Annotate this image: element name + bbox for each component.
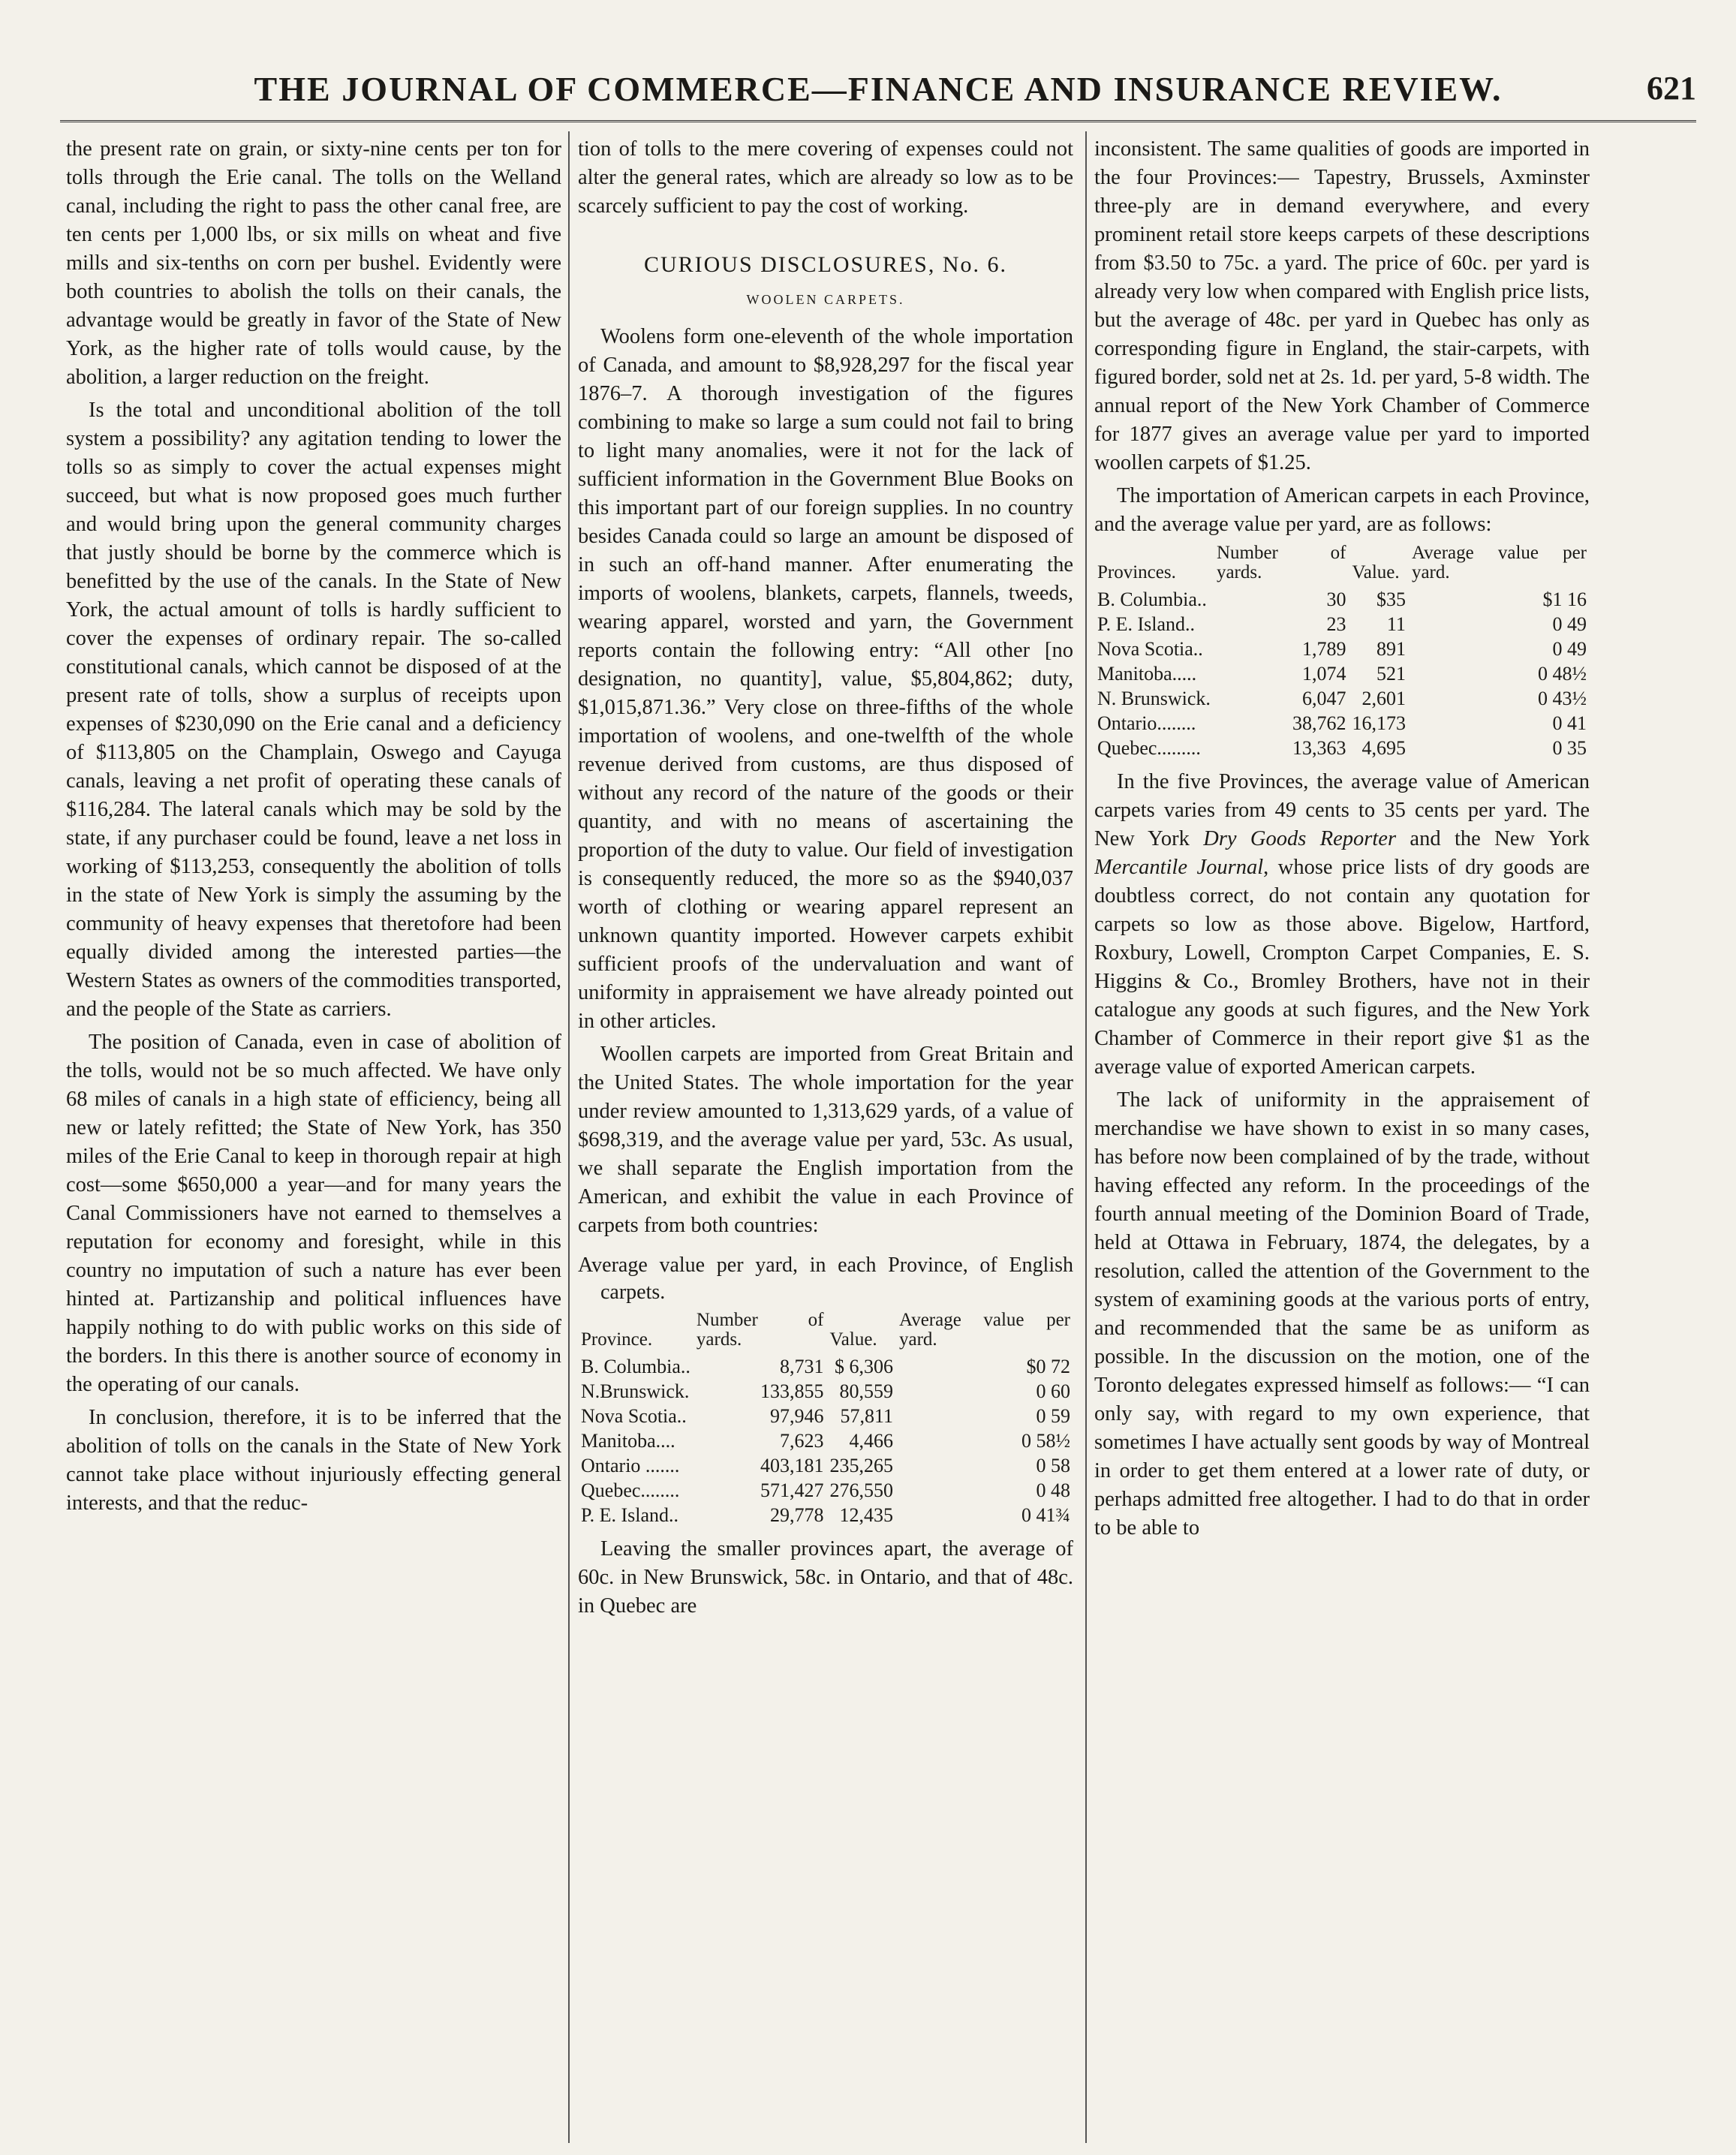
table-cell: 235,265 — [829, 1455, 894, 1476]
table-cell: N.Brunswick. — [581, 1380, 690, 1402]
page-header — [60, 69, 1696, 114]
table-cell: $0 72 — [1026, 1356, 1070, 1377]
table-row — [578, 1428, 1073, 1453]
col3-paragraph-3 — [1094, 768, 1590, 1082]
table-cell: $1 16 — [1542, 588, 1587, 610]
table-cell: 38,762 — [1292, 712, 1346, 734]
american-carpets-table — [1094, 543, 1590, 760]
table-cell: 891 — [1376, 638, 1406, 660]
table-cell: Ontario ....... — [581, 1455, 680, 1476]
table-cell: 11 — [1386, 613, 1406, 635]
table-cell: P. E. Island.. — [581, 1504, 678, 1526]
table-cell: 403,181 — [760, 1455, 824, 1476]
table-row — [1094, 661, 1590, 686]
table-cell: 0 35 — [1552, 737, 1587, 759]
table-cell: 16,173 — [1352, 712, 1406, 734]
table-cell: 1,789 — [1301, 638, 1346, 660]
table-row — [578, 1404, 1073, 1428]
col1-paragraph-4: In conclusion, therefore, it is to be inferred that the abolition of tolls on the canals in the State of New York cannot take place without injuriously effecting general interests, and that the reduc- — [66, 1406, 561, 1515]
table-cell: 1,074 — [1301, 663, 1346, 685]
table-cell: 0 41 — [1552, 712, 1587, 734]
table-cell: 0 58 — [1036, 1455, 1070, 1476]
table-header: Number of yards. — [696, 1310, 824, 1350]
table-cell: Quebec........ — [581, 1479, 680, 1501]
table-cell: 6,047 — [1301, 688, 1346, 709]
table-header: Province. — [581, 1329, 653, 1350]
column-divider-1 — [568, 131, 570, 2143]
text-run: and the New York — [1396, 827, 1590, 850]
table-cell: 521 — [1376, 663, 1406, 685]
col2-paragraph-3: Woollen carpets are imported from Great Britain and the United States. The whole importation for the year under review amounted to 1,313,629 yards, of a value of $698,319, and the average value per yard, 53c. As usual, we shall separate the English importation from the American, and exhibit the value in each Province of carpets from both countries: — [578, 1043, 1073, 1237]
column-3 — [1094, 135, 1590, 2132]
table-cell: $35 — [1376, 588, 1406, 610]
table-cell: 7,623 — [780, 1430, 824, 1452]
table-cell: 0 48 — [1036, 1479, 1070, 1501]
col3-paragraph-2: The importation of American carpets in each Province, and the average value per yard, are as follows: — [1094, 484, 1590, 536]
column-divider-2 — [1085, 131, 1087, 2143]
text-run: , whose price lists of dry goods are doubtless correct, do not contain any quotation for carpets so low as those above. Bigelow, Hartford, Roxbury, Lowell, Crompton Carpet Companies, E. S. Higgins & Co., Bromley Brothers, have not in their catalogue any goods at such figures, and the New York Chamber of Commerce in their report give $1 as the average value of exported American carpets. — [1094, 856, 1590, 1079]
table-row — [1094, 686, 1590, 711]
table-cell: 30 — [1326, 588, 1346, 610]
table-cell: 0 41¾ — [1021, 1504, 1070, 1526]
table-cell: 276,550 — [829, 1479, 894, 1501]
table-cell: $ 6,306 — [835, 1356, 894, 1377]
table-header: Average value per yard. — [1411, 543, 1587, 582]
col2-paragraph-1: tion of tolls to the mere covering of expenses could not alter the general rates, which are already so low as to be scarcely sufficient to pay the cost of working. — [578, 137, 1073, 218]
text-run: In the five Provinces, the average value of American carpets varies from 49 cents to 35 cents per yard. The New York — [1094, 770, 1590, 850]
publication-name: Dry Goods Reporter — [1203, 827, 1397, 850]
table-cell: B. Columbia.. — [581, 1356, 690, 1377]
english-carpets-table-caption: Average value per yard, in each Province, of English carpets. — [578, 1254, 1073, 1304]
column-2 — [578, 135, 1073, 2132]
table-cell: N. Brunswick. — [1097, 688, 1211, 709]
table-cell: 4,466 — [849, 1430, 894, 1452]
table-cell: Manitoba.... — [581, 1430, 675, 1452]
table-cell: 29,778 — [770, 1504, 824, 1526]
col1-paragraph-3: The position of Canada, even in case of abolition of the tolls, would not be so much affected. We have only 68 miles of canals in a high state of efficiency, being all new or lately refitted; the State of New York, has 350 miles of the Erie Canal to keep in thorough repair at high cost—some $650,000 a year—and for many years the Canal Commissioners have not earned to themselves a reputation for economy and foresight, while in this country no imputation of such a nature has ever been hinted at. Partizanship and political influences have happily nothing to do with public works on this side of the borders. In this there is another source of economy in the operating of our canals. — [66, 1031, 561, 1396]
table-cell: 8,731 — [780, 1356, 824, 1377]
table-cell: 2,601 — [1361, 688, 1406, 709]
table-cell: B. Columbia.. — [1097, 588, 1207, 610]
table-cell: 80,559 — [839, 1380, 894, 1402]
column-1 — [66, 135, 561, 2132]
table-cell: 0 49 — [1552, 613, 1587, 635]
table-header: Provinces. — [1097, 562, 1176, 582]
col1-paragraph-2: Is the total and unconditional abolition of the toll system a possibility? any agitation tending to lower the tolls so as simply to cover the actual expenses might succeed, but what is now proposed goes much further and would bring upon the general community charges that justly should be borne by the commerce which is benefitted by the use of the canals. In the State of New York, the actual amount of tolls is hardly sufficient to cover the expenses of ordinary repair. The so-called constitutional canals, which cannot be disposed of at the present rate of tolls, show a surplus of receipts upon expenses of $230,090 on the Erie canal and a deficiency of $113,805 on the Champlain, Oswego and Cayuga canals, leaving a net profit of operating these canals of $116,284. The lateral canals which may be sold by the state, if any purchaser could be found, leave a net loss in working of $113,253, consequently the abolition of tolls in the state of New York is simply the assuming by the community of heavy expenses that theretofore had been equally divided among the interested parties—the Western States as owners of the commodities transported, and the people of the State as carriers. — [66, 399, 561, 1021]
table-row — [578, 1503, 1073, 1527]
table-header: Value. — [829, 1329, 877, 1350]
table-cell: 0 59 — [1036, 1405, 1070, 1427]
english-carpets-table — [578, 1311, 1073, 1527]
table-cell: 0 49 — [1552, 638, 1587, 660]
article-title: CURIOUS DISCLOSURES, No. 6. — [643, 252, 1008, 277]
table-cell: 57,811 — [840, 1405, 894, 1427]
journal-title: THE JOURNAL OF COMMERCE—FINANCE AND INSURANCE REVIEW. — [254, 70, 1503, 108]
table-cell: Nova Scotia.. — [1097, 638, 1203, 660]
col3-paragraph-4: The lack of uniformity in the appraisement of merchandise we have shown to exist in so many cases, has before now been complained of by the trade, without having effected any reform. In the proceedings of the fourth annual meeting of the Dominion Board of Trade, held at Ottawa in February, 1874, the delegates, by a resolution, called the attention of the Government to the system of examining goods at the various ports of entry, and recommended that the same be as uniform as possible. In the discussion on the motion, one of the Toronto delegates expressed himself as follows:— “I can only say, with regard to my own experience, that sometimes I have actually sent goods by way of Montreal in order to get them entered at a lower rate of duty, or perhaps admitted free altogether. I had to do that in order to be able to — [1094, 1088, 1590, 1540]
table-cell: 571,427 — [760, 1479, 824, 1501]
col2-paragraph-4: Leaving the smaller provinces apart, the average of 60c. in New Brunswick, 58c. in Ontario, and that of 48c. in Quebec are — [578, 1537, 1073, 1618]
table-row — [578, 1453, 1073, 1478]
table-header: Value. — [1352, 562, 1400, 582]
table-row — [578, 1379, 1073, 1404]
article-subtitle: WOOLEN CARPETS. — [746, 292, 905, 307]
table-cell: Ontario........ — [1097, 712, 1196, 734]
table-row — [1094, 736, 1590, 760]
table-header: Average value per yard. — [899, 1310, 1070, 1350]
table-cell: 0 58½ — [1021, 1430, 1070, 1452]
table-cell: 133,855 — [760, 1380, 824, 1402]
table-cell: 0 43½ — [1538, 688, 1587, 709]
table-row — [578, 1478, 1073, 1503]
table-cell: P. E. Island.. — [1097, 613, 1195, 635]
col3-paragraph-1: inconsistent. The same qualities of goods are imported in the four Provinces:— Tapestry, Brussels, Axminster three-ply are in demand everywhere, and every prominent retail store keeps carpets of these descriptions from $3.50 to 75c. a yard. The price of 60c. per yard is already very low when compared with English price lists, but the average of 48c. per yard in Quebec has only as corresponding figure in England, the stair-carpets, with figured border, sold net at 2s. 1d. per yard, 5-8 width. The annual report of the New York Chamber of Commerce for 1877 gives an average value per yard to imported woollen carpets of $1.25. — [1094, 137, 1590, 474]
table-cell: 4,695 — [1361, 737, 1406, 759]
table-cell: Manitoba..... — [1097, 663, 1197, 685]
table-cell: Nova Scotia.. — [581, 1405, 687, 1427]
table-row — [1094, 711, 1590, 736]
table-cell: 12,435 — [839, 1504, 894, 1526]
table-cell: 97,946 — [770, 1405, 824, 1427]
table-cell: Quebec......... — [1097, 737, 1201, 759]
table-row — [1094, 587, 1590, 612]
table-cell: 13,363 — [1292, 737, 1346, 759]
page-number: 621 — [1647, 70, 1696, 107]
header-rule — [60, 120, 1696, 122]
table-header: Number of yards. — [1216, 543, 1346, 582]
col2-paragraph-2: Woolens form one-eleventh of the whole importation of Canada, and amount to $8,928,297 for the fiscal year 1876–7. A thorough investigation of the figures combining to make so large a sum could not fail to bring to light many anomalies, were it not for the lack of sufficient information in the Government Blue Books on this important part of our foreign supplies. In no country besides Canada could so large an amount be disposed of in such an off-hand manner. After enumerating the imports of woolens, blankets, carpets, flannels, tweeds, wearing apparel, worsted and yarn, the Government reports contain the following entry: “All other [no designation, no quantity], value, $5,804,862; duty, $1,015,871.36.” Very close on three-fifths of the whole importation of woolens, and one-twelfth of the whole revenue derived from customs, are thus disposed of without any record of the nature of the goods or their quantity, and with no means of ascertaining the proportion of the duty to value. Our field of investigation is consequently reduced, the more so as the $940,037 worth of clothing or wearing apparel represent an unknown quantity imported. However carpets exhibit sufficient proofs of the undervaluation and want of uniformity in appraisement we have already pointed out in other articles. — [578, 325, 1073, 1033]
table-cell: 0 48½ — [1538, 663, 1587, 685]
table-cell: 0 60 — [1036, 1380, 1070, 1402]
table-row — [578, 1354, 1073, 1379]
table-row — [1094, 612, 1590, 637]
col1-paragraph-1: the present rate on grain, or sixty-nine cents per ton for tolls through the Erie canal. The tolls on the Welland canal, including the right to pass the other canal free, are ten cents per 1,000 lbs, or six mills on wheat and five mills and six-tenths on corn per bushel. Evidently were both countries to abolish the tolls on their canals, the advantage would be greatly in favor of the State of New York, as the higher rate of tolls would cause, by the abolition, a larger reduction on the freight. — [66, 137, 561, 389]
table-cell: 23 — [1326, 613, 1346, 635]
table-row — [1094, 637, 1590, 661]
publication-name: Mercantile Journal — [1094, 856, 1264, 879]
